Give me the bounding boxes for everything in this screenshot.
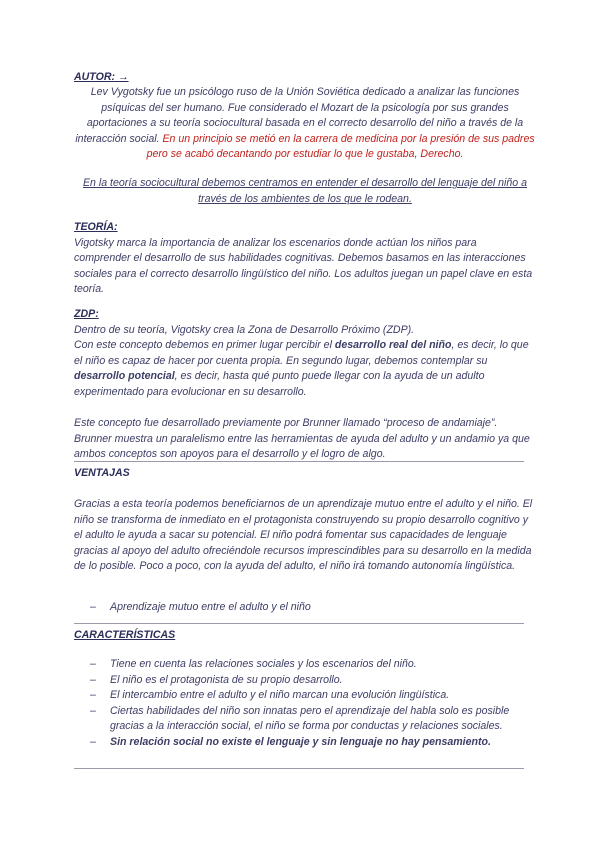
zdp-p2-c: , es decir, hasta qué punto puede llegar con la ayuda de un adulto experimentado para evolucionar en su desarrollo.: [74, 370, 485, 398]
caracteristicas-heading: CARACTERÍSTICAS: [74, 629, 176, 641]
teoria-body: Vigotsky marca la importancia de analizar los escenarios donde actúan los niños para comprender el desarrollo de sus habilidades cognitivas. Debemos basamos en las interacciones sociales para el correcto desarrollo lingüístico del niño. Los adultos juegan un papel clave en esta teoría.: [74, 236, 533, 295]
zdp-line1: Dentro de su teoría, Vigotsky crea la Zona de Desarrollo Próximo (ZDP).: [74, 323, 415, 336]
zdp-p2-a: Con este concepto debemos en primer lugar percibir el: [74, 339, 335, 351]
list-item: – Ciertas habilidades del niño son innatas pero el aprendizaje del habla solo es posible gracias a la interacción social, el niño se forma por conductas y relaciones sociales.: [90, 704, 530, 735]
zdp-paragraph3: Este concepto fue desarrollado previamente por Brunner llamado “proceso de andamiaje”. Brunner muestra un paralelismo entre las herramientas de ayuda del adulto y un andamio ya que ambos conceptos son apoyos para el desarrollo y el logro de algo.: [74, 417, 530, 460]
teoria-section: [74, 220, 534, 298]
divider-3: [74, 768, 524, 769]
teoria-heading: TEORÍA:: [74, 221, 118, 233]
zdp-section: [74, 307, 534, 463]
zdp-paragraph2: [74, 338, 534, 400]
autor-red-note: En un principio se metió en la carrera de medicina por la presión de sus padres pero se acabó decantando por estudiar lo que le gustaba, Derecho.: [146, 132, 535, 160]
autor-paragraph: [70, 85, 540, 163]
autor-heading: AUTOR: →: [74, 71, 129, 83]
caracteristicas-list: [90, 657, 530, 750]
zdp-desarrollo-real: desarrollo real del niño: [334, 339, 452, 351]
ventajas-list: [90, 600, 530, 616]
bold-item-text: Sin relación social no existe el lenguaje y sin lenguaje no hay pensamiento.: [110, 735, 491, 748]
list-item: – El intercambio entre el adulto y el niño marcan una evolución lingüística.: [90, 688, 530, 704]
list-item: – Tiene en cuenta las relaciones sociales y los escenarios del niño.: [90, 657, 530, 673]
autor-section: [74, 70, 534, 86]
ventajas-heading: VENTAJAS: [74, 467, 130, 479]
autor-summary: En la teoría sociocultural debemos centramos en entender el desarrollo del lenguaje del niño a través de los ambientes de los que le rodean.: [82, 177, 528, 205]
autor-body: Lev Vygotsky fue un psicólogo ruso de la Unión Soviética dedicado a analizar las funciones psíquicas del ser humano. Fue considerado el Mozart de la psicología por sus grandes aportaciones a su teoría sociocultural basada en el correcto desarrollo del niño a través de la interacción social.: [75, 86, 524, 145]
zdp-heading: ZDP:: [74, 308, 99, 320]
list-item: – Aprendizaje mutuo entre el adulto y el niño: [90, 600, 530, 616]
divider-2: [74, 623, 524, 624]
zdp-p2-b: , es decir, lo que el niño es capaz de hacer por cuenta propia. En segundo lugar, debemos contemplar su: [74, 339, 529, 367]
list-item-bold: [90, 735, 530, 751]
list-item: – El niño es el protagonista de su propio desarrollo.: [90, 673, 530, 689]
zdp-desarrollo-potencial: desarrollo potencial: [74, 370, 175, 382]
ventajas-body: Gracias a esta teoría podemos beneficiarnos de un aprendizaje mutuo entre el adulto y el niño. El niño se transforma de inmediato en el protagonista construyendo su propio desarrollo cognitivo y el adulto le ayuda a sacar su potencial. El niño podrá fomentar sus capacidades de lenguaje gracias al apoyo del adulto ofreciéndole recursos imprescindibles para su desarrollo en la medida de lo posible. Poco a poco, con la ayuda del adulto, el niño irá tomando autonomía lingüística.: [74, 498, 533, 572]
divider-1: [74, 461, 524, 462]
